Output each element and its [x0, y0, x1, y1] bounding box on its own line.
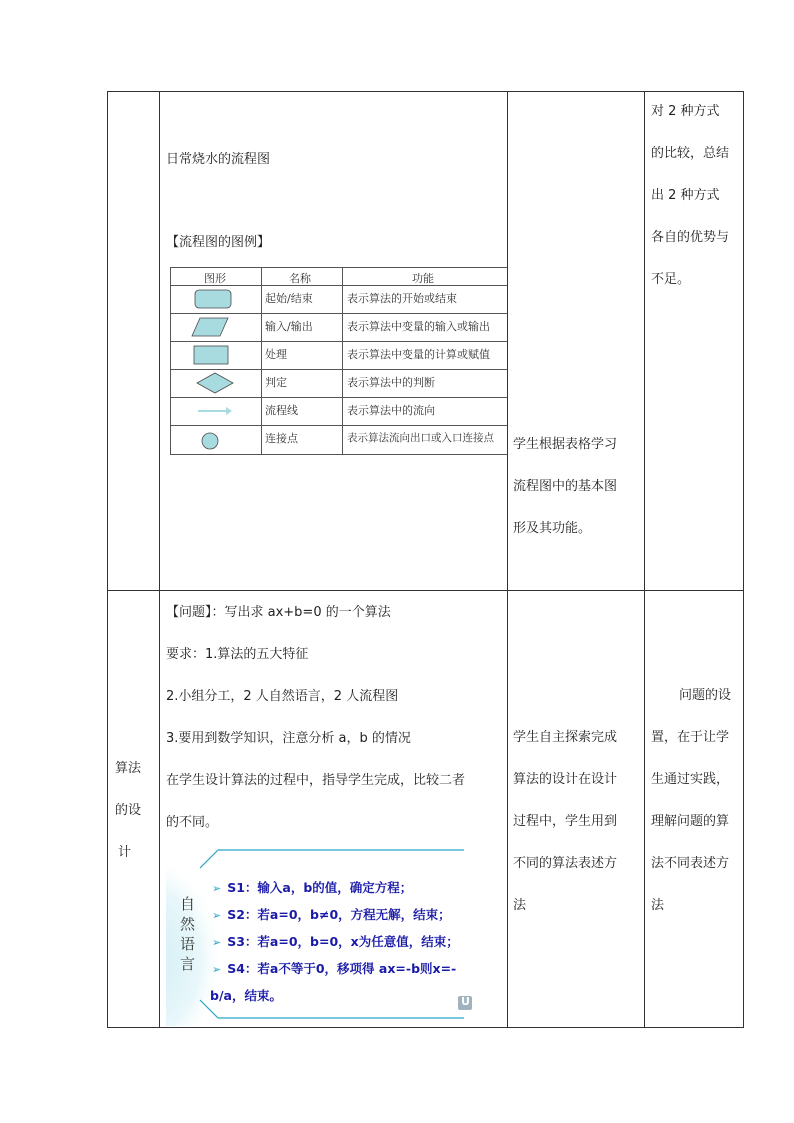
legend-function: 表示算法的开始或结束: [347, 292, 457, 305]
row1-design-intent: 不足。: [651, 272, 691, 287]
row1-design-intent: 各自的优势与: [651, 230, 730, 245]
row1-student-activity: 流程图中的基本图: [513, 479, 618, 494]
row2-student-activity: 过程中，学生用到: [513, 814, 618, 829]
vertical-label-char: 自: [180, 895, 196, 913]
row2-design-intent: 理解问题的算: [651, 814, 730, 829]
legend-name: 处理: [265, 348, 287, 361]
algorithm-step: [212, 905, 451, 923]
row2-student-activity: 算法的设计在设计: [513, 772, 618, 787]
legend-heading: 【流程图的图例】: [166, 235, 271, 250]
natural-language-algorithm-box: [166, 840, 506, 1026]
legend-shapes: [170, 267, 262, 455]
flowchart-title: 日常烧水的流程图: [166, 152, 271, 167]
legend-name: 连接点: [265, 432, 298, 445]
step-arrow-icon: ➢: [212, 882, 222, 895]
row1-student-activity: 形及其功能。: [513, 521, 592, 536]
row2-design-intent: 问题的设: [679, 688, 732, 703]
stage-label: 的设: [115, 803, 142, 818]
circle-icon: [202, 433, 218, 449]
step-arrow-icon: ➢: [212, 909, 222, 922]
row2-design-intent: 置，在于让学: [651, 730, 730, 745]
stage-label: 算法: [115, 761, 142, 776]
legend-function: 表示算法中变量的计算或赋值: [347, 348, 490, 361]
legend-name: 判定: [265, 376, 287, 389]
row2-design-intent: 生通过实践，: [651, 772, 730, 787]
table-col-divider-1: [159, 91, 160, 1028]
algorithm-step: [212, 959, 456, 977]
table-border-top: [107, 91, 744, 92]
rectangle-icon: [194, 346, 228, 364]
legend-function: 表示算法流向出口或入口连接点: [347, 432, 494, 444]
table-col-divider-3: [644, 91, 645, 1028]
row2-design-intent: 法不同表述方: [651, 856, 730, 871]
row2-student-activity: 法: [513, 898, 527, 913]
diamond-icon: [197, 373, 233, 393]
rounded-rect-icon: [195, 290, 231, 308]
row1-design-intent: 出 2 种方式: [651, 188, 720, 203]
table-row-divider: [107, 590, 744, 591]
vertical-label-char: 言: [180, 955, 196, 973]
row2-student-activity: 学生自主探索完成: [513, 730, 618, 745]
row2-student-activity: 不同的算法表述方: [513, 856, 618, 871]
algorithm-step: [212, 878, 412, 896]
algorithm-step-continuation: b/a，结束。: [210, 988, 282, 1003]
requirement-line: 要求：1.算法的五大特征: [166, 647, 309, 662]
stage-label: 计: [118, 845, 132, 860]
legend-name: 输入/输出: [265, 320, 313, 333]
legend-line: [342, 267, 343, 455]
legend-function: 表示算法中的判断: [347, 376, 435, 389]
row1-student-activity: 学生根据表格学习: [513, 437, 618, 452]
guidance-line: 在学生设计算法的过程中，指导学生完成，比较二者: [166, 773, 466, 788]
corner-badge-glyph: U: [461, 995, 470, 1008]
row2-design-intent: 法: [651, 898, 665, 913]
parallelogram-icon: [192, 318, 228, 336]
table-border-left: [107, 91, 108, 1028]
step-arrow-icon: ➢: [212, 963, 222, 976]
arrow-icon: [198, 407, 232, 415]
legend-header-shape: 图形: [204, 272, 226, 285]
vertical-label-char: 语: [180, 935, 196, 953]
legend-name: 起始/结束: [265, 292, 313, 305]
legend-function: 表示算法中的流向: [347, 404, 435, 417]
step-text: S4：若a不等于0，移项得 ax=-b则x=-: [227, 961, 457, 976]
step-text: S3：若a=0，b=0，x为任意值，结束；: [227, 934, 459, 949]
table-border-bottom: [107, 1027, 744, 1028]
vertical-label-char: 然: [180, 915, 196, 933]
table-border-right: [743, 91, 744, 1028]
guidance-line: 的不同。: [166, 815, 219, 830]
step-text: S2：若a=0，b≠0，方程无解，结束；: [227, 907, 451, 922]
table-col-divider-2: [507, 91, 508, 1028]
requirement-line: 2.小组分工，2 人自然语言，2 人流程图: [166, 689, 399, 704]
flowchart-legend-table: [170, 267, 507, 455]
algorithm-step: [212, 932, 459, 950]
requirement-line: 3.要用到数学知识，注意分析 a，b 的情况: [166, 731, 411, 746]
problem-statement: 【问题】：写出求 ax+b=0 的一个算法: [166, 605, 391, 620]
step-arrow-icon: ➢: [212, 936, 222, 949]
legend-function: 表示算法中变量的输入或输出: [347, 320, 490, 333]
legend-name: 流程线: [265, 404, 298, 417]
row1-design-intent: 的比较，总结: [651, 146, 730, 161]
step-text: S1：输入a，b的值，确定方程；: [227, 880, 413, 895]
legend-header-function: 功能: [412, 272, 434, 285]
legend-header-name: 名称: [289, 272, 311, 285]
row1-design-intent: 对 2 种方式: [651, 104, 720, 119]
